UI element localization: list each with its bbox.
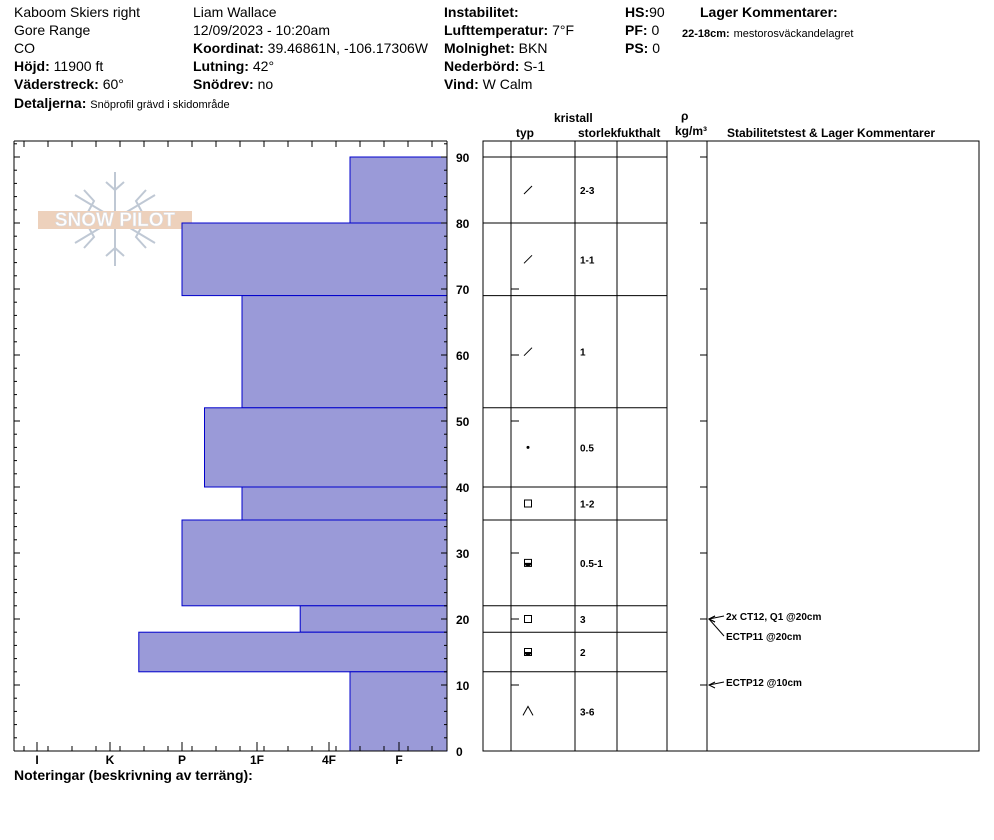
hardness-bar: [182, 520, 447, 606]
grain-sizes: [580, 186, 603, 718]
grain-size-label: 2: [580, 648, 586, 659]
details-value: Snöprofil grävd i skidområde: [90, 99, 230, 111]
cloud-value: BKN: [518, 40, 548, 56]
rounding-facets-fill-icon: [525, 652, 532, 656]
depth-tick-label: 90: [456, 151, 470, 165]
depth-tick-label: 10: [456, 679, 470, 693]
grain-size-label: 1: [580, 347, 586, 359]
hardness-tick-label: I: [35, 753, 39, 767]
drift-label: Snödrev:: [193, 76, 254, 92]
grain-size-label: 0.5: [580, 443, 594, 455]
hardness-bar: [182, 223, 447, 296]
pf-value: 0: [651, 22, 660, 38]
decomposing-fragments-icon: [524, 186, 532, 194]
size-header: storlek: [578, 126, 618, 140]
stability-header: Stabilitetstest & Lager Kommentarer: [727, 126, 936, 140]
location-name: Kaboom Skiers right: [14, 4, 141, 20]
snow-pilot-logo: [38, 172, 192, 266]
depth-tick-label: 20: [456, 613, 470, 627]
depth-axis: [456, 151, 470, 759]
layer-comment-text: mestorosväckandelagret: [733, 28, 854, 40]
arrow-icon: [709, 616, 715, 622]
decomposing-fragments-icon: [524, 255, 532, 263]
grain-size-label: 2-3: [580, 186, 595, 197]
density-unit-header: kg/m³: [675, 124, 708, 138]
pf-label: PF:: [625, 22, 648, 38]
layer-comment-range: 22-18cm:: [682, 28, 730, 40]
aspect-value: 60°: [102, 76, 124, 92]
aspect-label: Väderstreck:: [14, 76, 99, 92]
depth-tick-label: 40: [456, 481, 470, 495]
details-label: Detaljerna:: [14, 95, 87, 111]
logo-text: SNOW PILOT: [54, 210, 176, 231]
hardness-tick-label: 1F: [249, 753, 265, 767]
wind-value: W Calm: [482, 76, 533, 92]
hardness-bar: [205, 408, 448, 487]
hardness-bars: [139, 157, 447, 751]
elevation-label: Höjd:: [14, 58, 50, 74]
hardness-bar: [350, 672, 447, 751]
slope-value: 42°: [252, 58, 275, 74]
mountain-range: Gore Range: [14, 22, 91, 38]
depth-tick-label: 30: [456, 547, 470, 561]
precip-value: S-1: [523, 58, 546, 74]
layer-table: [483, 141, 979, 751]
slope-label: Lutning:: [193, 58, 249, 74]
hs-value: 90: [649, 4, 665, 20]
layer-comments-label: Lager Kommentarer:: [700, 4, 838, 20]
faceted-crystal-icon: [525, 616, 532, 623]
rho-header: ρ: [681, 109, 689, 123]
moisture-header: fukthalt: [617, 126, 661, 140]
type-header: typ: [516, 126, 534, 140]
stability-test-label: 2x CT12, Q1 @20cm: [726, 612, 822, 623]
ps-value: 0: [652, 40, 661, 56]
hardness-tick-label: 4F: [321, 753, 337, 767]
state: CO: [14, 40, 35, 56]
depth-tick-label: 60: [456, 349, 470, 363]
hardness-bar: [139, 632, 447, 672]
stability-test-label: ECTP12 @10cm: [726, 678, 802, 689]
coordinate-value: 39.46861N, -106.17306W: [267, 40, 428, 56]
grain-size-label: 1-1: [580, 255, 595, 267]
faceted-crystal-icon: [525, 500, 532, 507]
depth-tick-label: 80: [456, 217, 470, 231]
table-border: [483, 141, 979, 751]
hardness-bar: [242, 296, 447, 408]
instability-label: Instabilitet:: [444, 4, 519, 20]
cloud-label: Molnighet:: [444, 40, 515, 56]
grain-size-label: 0.5-1: [580, 558, 603, 570]
observation-datetime: 12/09/2023 - 10:20am: [193, 22, 330, 38]
crystal-header: kristall: [554, 111, 593, 125]
rounded-grain-icon: [527, 446, 530, 449]
wind-label: Vind:: [444, 76, 479, 92]
ps-label: PS:: [625, 40, 649, 56]
hs-label: HS:: [625, 4, 650, 20]
hardness-tick-label: F: [395, 753, 403, 767]
hardness-bar: [242, 487, 447, 520]
stability-tests: [709, 612, 821, 689]
stability-test-leader: [709, 619, 724, 636]
hardness-tick-label: K: [105, 753, 115, 767]
grain-size-label: 3-6: [580, 707, 595, 719]
depth-tick-label: 70: [456, 283, 470, 297]
depth-tick-label: 0: [456, 745, 463, 759]
decomposing-fragments-icon: [524, 348, 532, 356]
precip-label: Nederbörd:: [444, 58, 520, 74]
hardness-tick-label: P: [177, 753, 187, 767]
notes-label: Noteringar (beskrivning av terräng):: [14, 767, 253, 783]
observer-name: Liam Wallace: [193, 4, 277, 20]
depth-hoar-icon: [523, 706, 533, 715]
rounding-facets-fill-icon: [525, 563, 532, 567]
stability-test-label: ECTP11 @20cm: [726, 632, 802, 643]
elevation-value: 11900 ft: [53, 58, 104, 74]
coordinate-label: Koordinat:: [193, 40, 264, 56]
grain-size-label: 1-2: [580, 499, 595, 511]
hardness-bar: [300, 606, 447, 632]
grain-size-label: 3: [580, 615, 586, 626]
drift-value: no: [257, 76, 274, 92]
depth-tick-label: 50: [456, 415, 470, 429]
hardness-bar: [350, 157, 447, 223]
air-temp-label: Lufttemperatur:: [444, 22, 549, 38]
arrow-icon: [709, 682, 715, 688]
air-temp-value: 7°F: [552, 22, 575, 38]
grain-symbols: [523, 186, 533, 715]
